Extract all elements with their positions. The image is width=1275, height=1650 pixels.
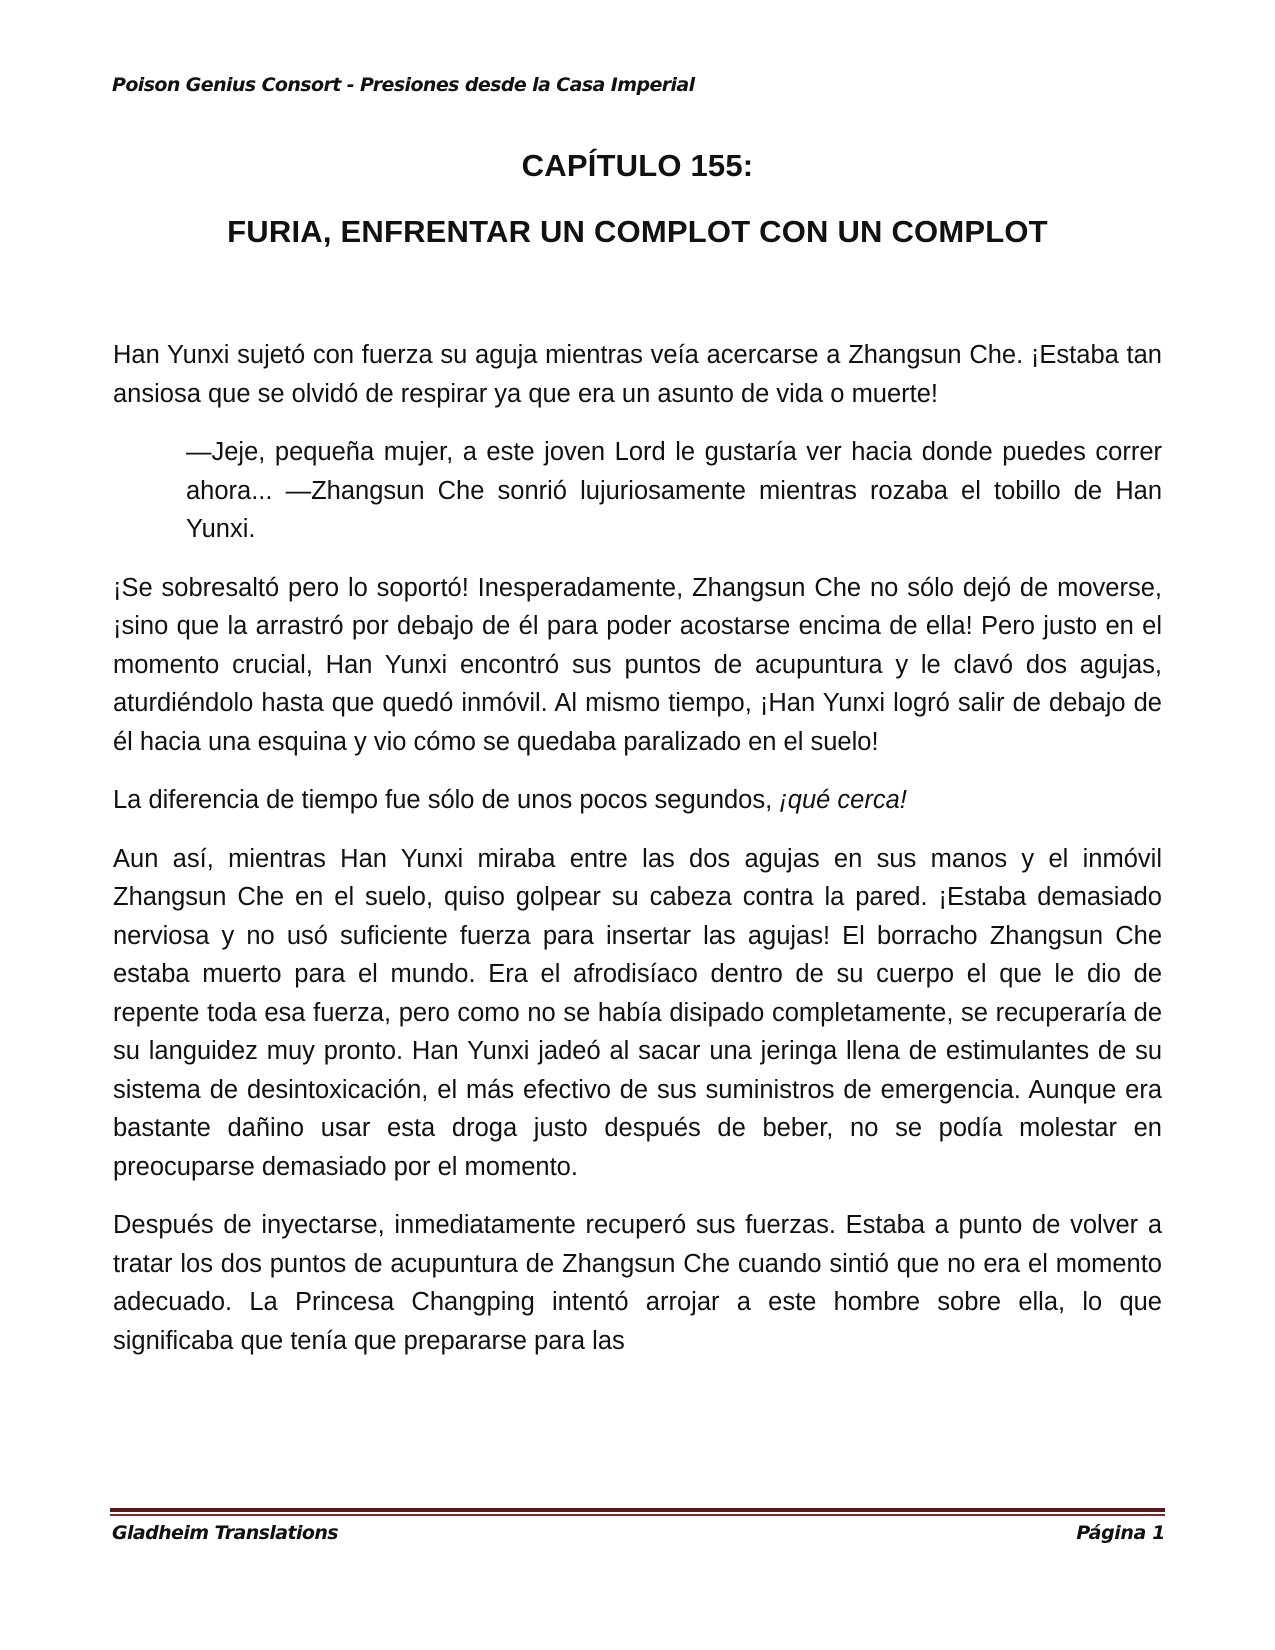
chapter-number: CAPÍTULO 155: xyxy=(521,148,754,183)
paragraph xyxy=(113,781,1162,820)
paragraph: Después de inyectarse, inmediatamente recuperó sus fuerzas. Estaba a punto de volver a tratar los dos puntos de acupuntura de Zhangsun Che cuando sintió que no era el momento adecuado. La Princesa Changping intentó arrojar a este hombre sobre ella, lo que significaba que tenía que prepararse para las xyxy=(113,1211,1162,1355)
chapter-title: FURIA, ENFRENTAR UN COMPLOT CON UN COMPLOT xyxy=(227,214,1048,249)
footer-divider-thick xyxy=(110,1508,1165,1512)
footer-divider xyxy=(110,1508,1165,1516)
dialogue-paragraph: —Jeje, pequeña mujer, a este joven Lord le gustaría ver hacia donde puedes correr ahora... —Zhangsun Che sonrió lujuriosamente mientras rozaba el tobillo de Han Yunxi. xyxy=(186,438,1162,543)
paragraph-text: La diferencia de tiempo fue sólo de unos pocos segundos, xyxy=(113,786,780,814)
italic-emphasis: ¡qué cerca! xyxy=(779,786,907,814)
running-header: Poison Genius Consort - Presiones desde la Casa Imperial xyxy=(112,74,695,96)
footer-translator: Gladheim Translations xyxy=(112,1522,338,1544)
footer-divider-thin xyxy=(110,1514,1165,1516)
page-number: Página 1 xyxy=(1076,1522,1165,1544)
paragraph: Aun así, mientras Han Yunxi miraba entre las dos agujas en sus manos y el inmóvil Zhangsun Che en el suelo, quiso golpear su cabeza contra la pared. ¡Estaba demasiado nerviosa y no usó suficiente fuerza para insertar las agujas! El borracho Zhangsun Che estaba muerto para el mundo. Era el afrodisíaco dentro de su cuerpo el que le dio de repente toda esa fuerza, pero como no se había disipado completamente, se recuperaría de su languidez muy pronto. Han Yunxi jadeó al sacar una jeringa llena de estimulantes de su sistema de desintoxicación, el más efectivo de sus suministros de emergencia. Aunque era bastante dañino usar esta droga justo después de beber, no se podía molestar en preocuparse demasiado por el momento. xyxy=(113,844,1162,1181)
paragraph: ¡Se sobresaltó pero lo soportó! Inesperadamente, Zhangsun Che no sólo dejó de moverse, ¡sino que la arrastró por debajo de él para poder acostarse encima de ella! Pero justo en el momento crucial, Han Yunxi encontró sus puntos de acupuntura y le clavó dos agujas, aturdiéndolo hasta que quedó inmóvil. Al mismo tiempo, ¡Han Yunxi logró salir de debajo de él hacia una esquina y vio cómo se quedaba paralizado en el suelo! xyxy=(113,573,1162,756)
body-text xyxy=(113,336,1162,1380)
paragraph: Han Yunxi sujetó con fuerza su aguja mientras veía acercarse a Zhangsun Che. ¡Estaba tan ansiosa que se olvidó de respirar ya que era un asunto de vida o muerte! xyxy=(113,341,1162,408)
